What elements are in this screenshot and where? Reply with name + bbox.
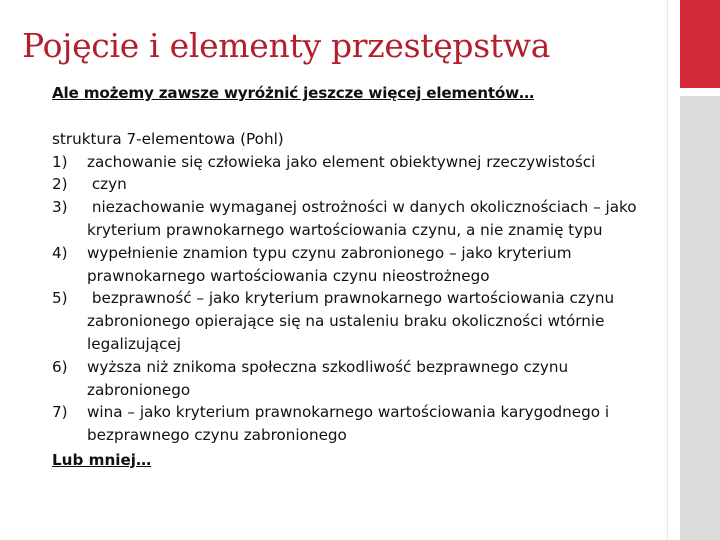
list-item-text: zachowanie się człowieka jako element obiektywnej rzeczywistości (87, 152, 596, 171)
list-item-text: wypełnienie znamion typu czynu zabronionego – jako kryterium prawnokarnego wartościowania czynu nieostrożnego (87, 243, 572, 285)
list-item-7 (52, 401, 662, 447)
list-item-text: czyn (87, 175, 127, 194)
side-accent-bar (668, 0, 720, 540)
list-item-5 (52, 287, 662, 355)
list-item-text: niezachowanie wymaganej ostrożności w danych okolicznościach – jako kryterium prawnokarnego wartościowania czynu, a nie znamię typu (87, 198, 642, 239)
list-item-4 (52, 242, 662, 288)
red-accent-block (680, 0, 720, 88)
structure-heading: struktura 7-elementowa (Pohl) (52, 129, 284, 148)
outro-text: Lub mniej… (52, 450, 152, 469)
slide-title: Pojęcie i elementy przestępstwa (22, 26, 551, 65)
list-item-number: 1) (52, 152, 68, 171)
elements-list (52, 151, 662, 447)
list-item-number: 2) (52, 175, 68, 194)
intro-text: Ale możemy zawsze wyróżnić jeszcze więcej elementów… (52, 84, 534, 102)
list-item-6 (52, 356, 662, 402)
list-item-number: 6) (52, 357, 68, 376)
slide-content (52, 82, 662, 472)
list-item-2 (52, 173, 662, 196)
list-item-1 (52, 151, 662, 174)
grey-accent-block (680, 96, 720, 540)
list-item-number: 5) (52, 289, 68, 308)
list-item-number: 4) (52, 243, 68, 262)
list-item-text: wina – jako kryterium prawnokarnego wartościowania karygodnego i bezprawnego czynu zabronionego (87, 403, 610, 445)
list-item-3 (52, 196, 662, 242)
list-item-number: 7) (52, 403, 68, 422)
list-item-text: wyższa niż znikoma społeczna szkodliwość bezprawnego czynu zabronionego (87, 357, 569, 399)
list-item-number: 3) (52, 198, 68, 217)
list-item-text: bezprawność – jako kryterium prawnokarnego wartościowania czynu zabronionego opierające się na ustaleniu braku okoliczności wtórnie legalizującej (87, 289, 619, 353)
